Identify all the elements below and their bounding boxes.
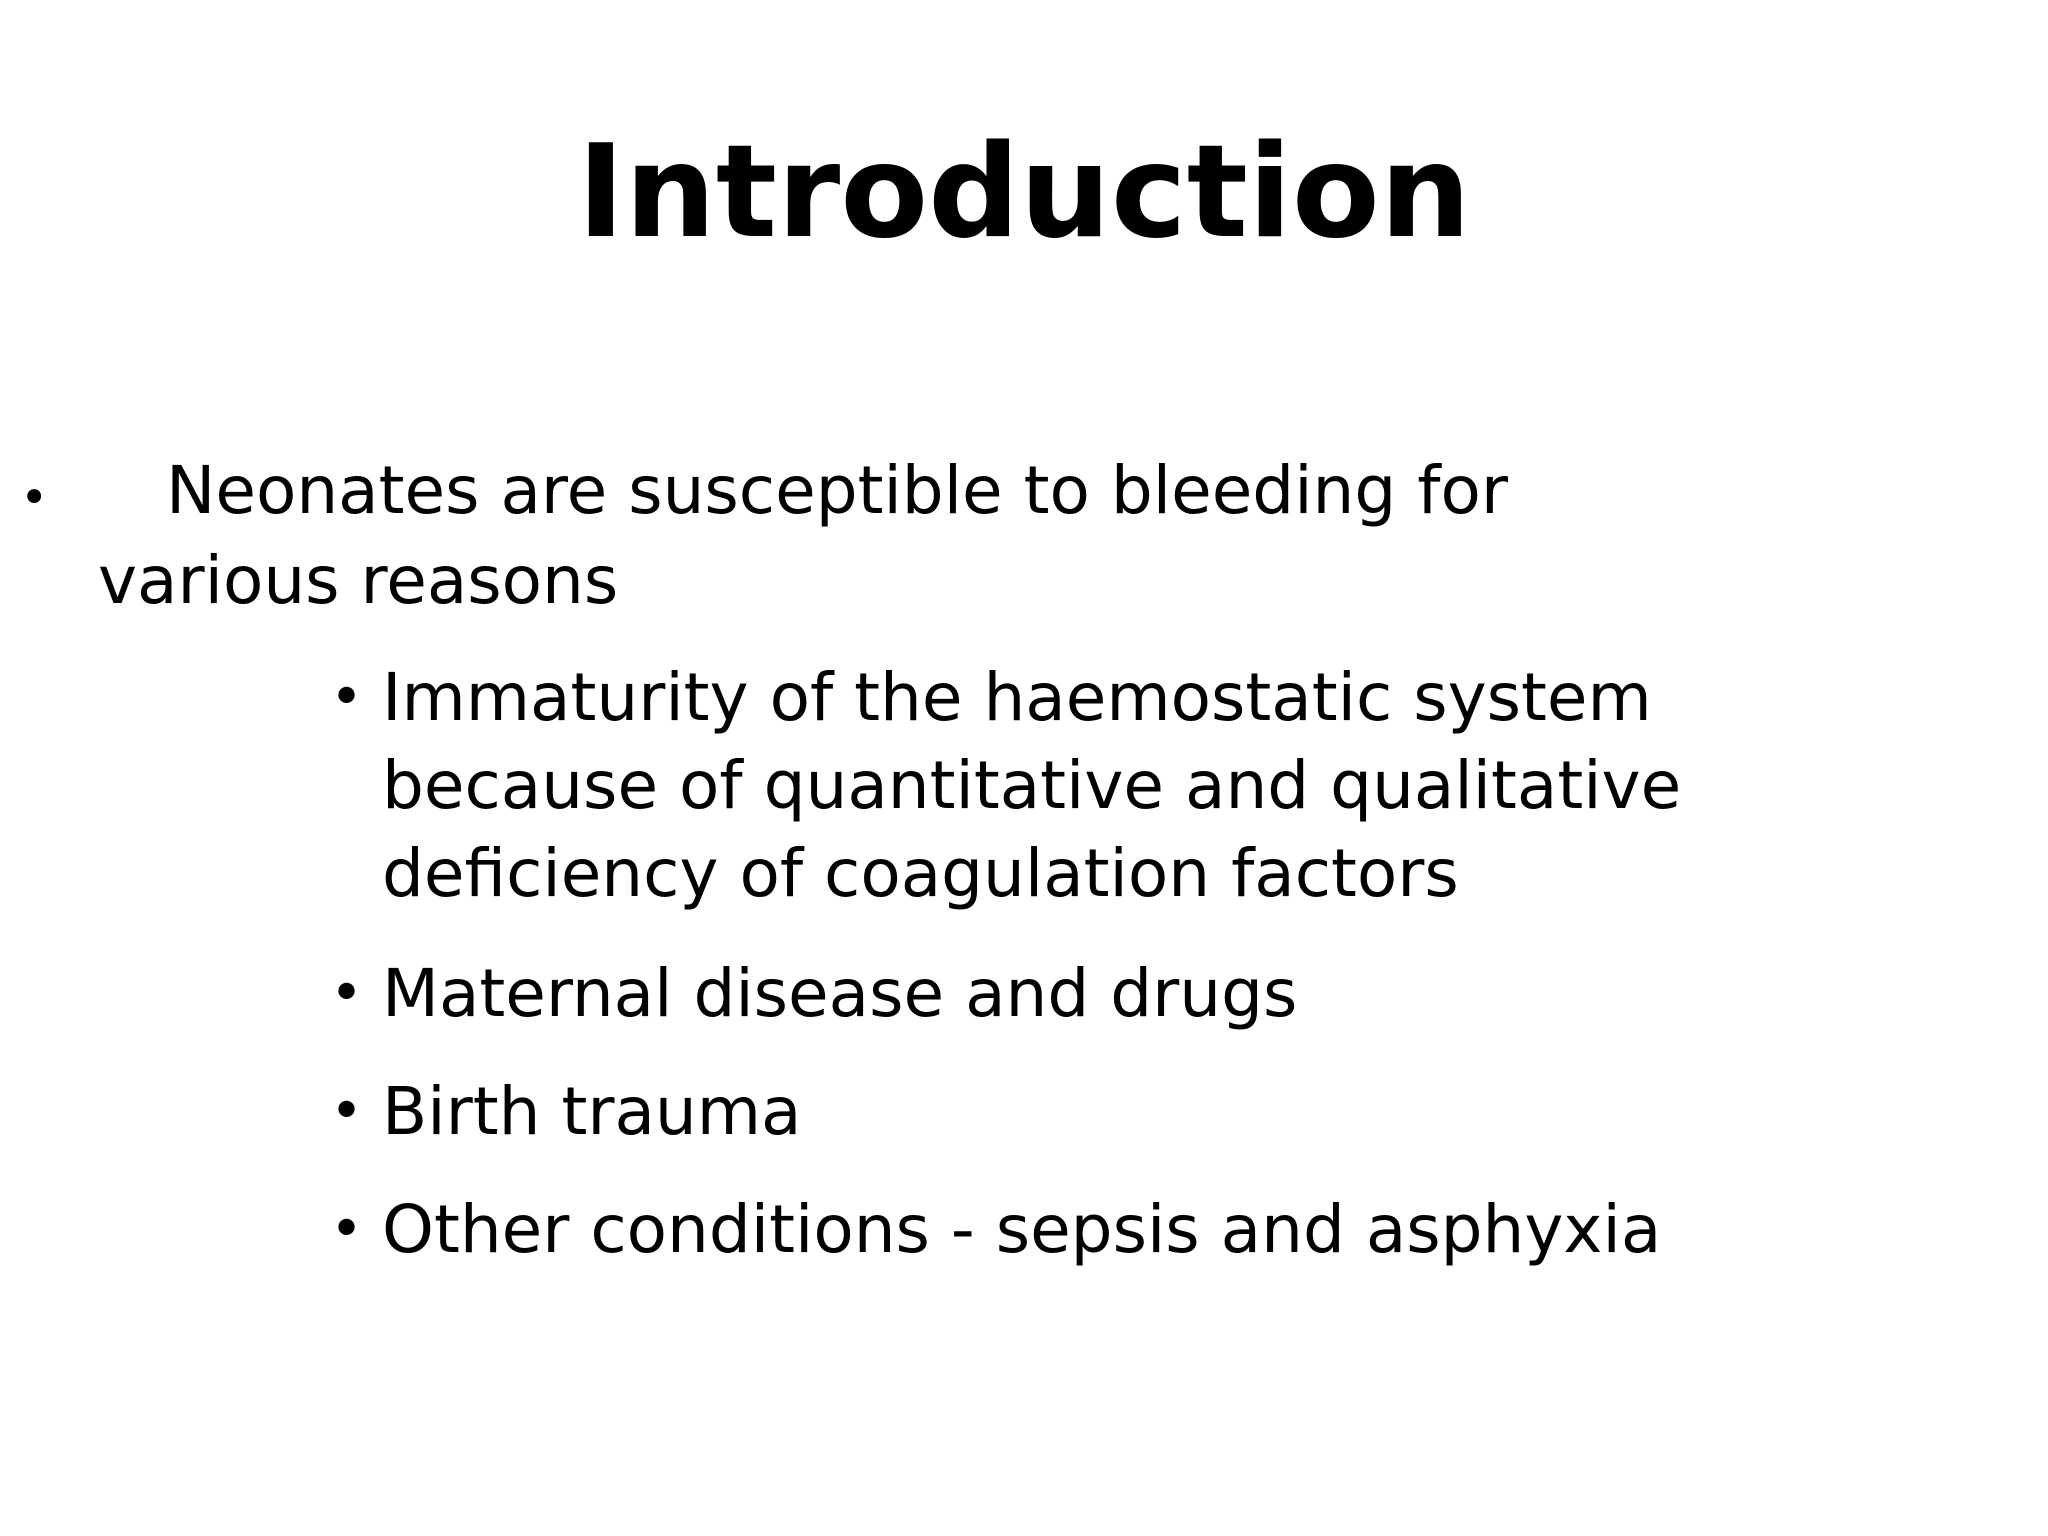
sub-bullet-text: Immaturity of the haemostatic system because of quantitative and qualitative deficiency of coagulation factors xyxy=(382,659,1682,912)
main-bullet-marker: • xyxy=(20,470,49,526)
slide-title: Introduction xyxy=(577,118,1471,267)
sub-bullet-marker: • xyxy=(330,665,364,730)
sub-bullet-text: Birth trauma xyxy=(382,1073,802,1150)
main-bullet-text: Neonates are susceptible to bleeding for various reasons xyxy=(98,452,1508,619)
sub-bullet-text: Maternal disease and drugs xyxy=(382,955,1298,1032)
sub-bullet-marker: • xyxy=(330,1079,364,1144)
sub-bullet-marker: • xyxy=(330,961,364,1026)
sub-bullet-marker: • xyxy=(330,1197,364,1262)
sub-bullet-text: Other conditions - sepsis and asphyxia xyxy=(382,1191,1662,1268)
